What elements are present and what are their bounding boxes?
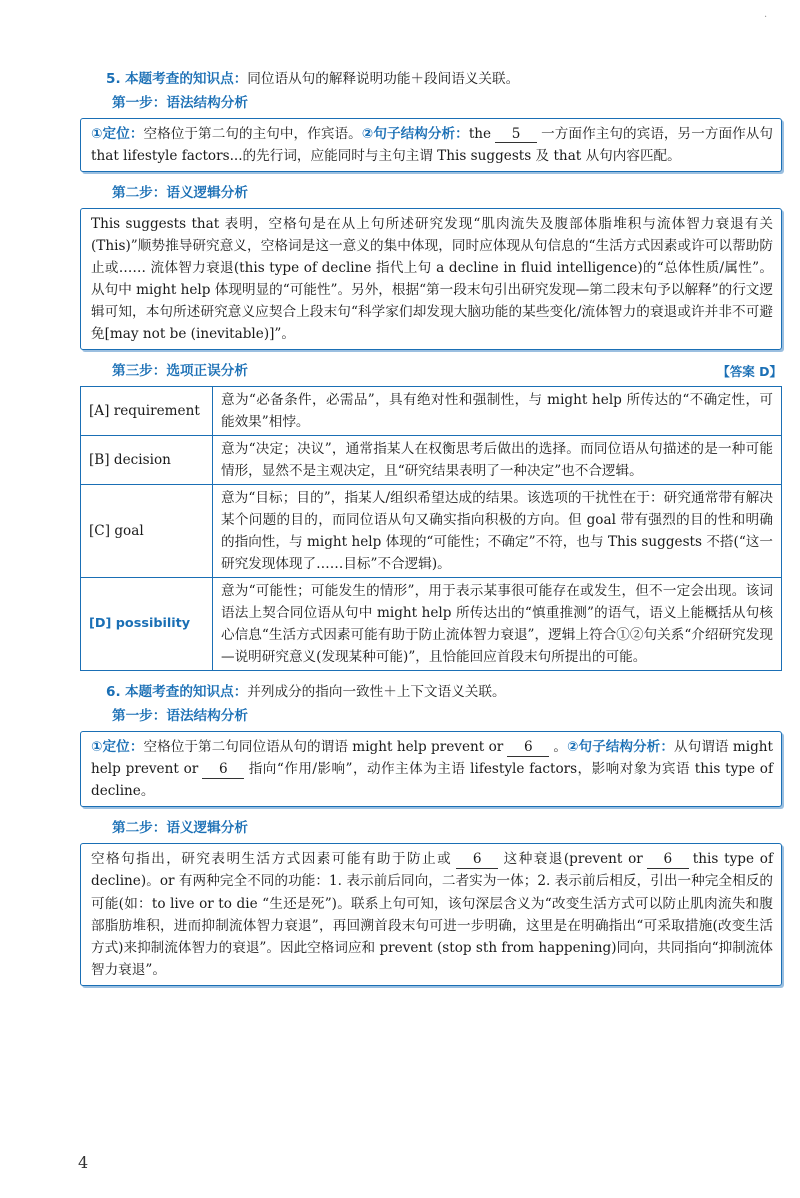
option-d-label: [D] possibility xyxy=(81,578,213,671)
q6-structure-label: ②句子结构分析： xyxy=(566,739,674,756)
q6-structure-pre: 从句谓语 might help prevent or xyxy=(91,739,774,778)
option-a-text: 意为“必备条件，必需品”，具有绝对性和强制性，与 might help 所传达的“不确定性，可能效果”相悖。 xyxy=(213,387,782,436)
option-row-a xyxy=(81,387,782,436)
q6-step2-text-3: this type of decline)。or 有两种完全不同的功能：1. 表示前后同向，二者实为一体；2. 表示前后相反，引出一种完全相反的可能(如：to live or to die “生还是死”)。联系上句可知，该句深层含义为“改变生活方式可以防止肌肉流失和腹部脂肪堆积，进而抑制流体智力衰退”，再回溯首段末句可进一步明确，这里是在明确指出“可采取措施(改变生活方式)来抑制流体智力的衰退”。因此空格词应和 prevent (stop sth from happening)同向，共同指向“抑制流体智力衰退”。 xyxy=(91,851,773,978)
q5-step2-title: 第二步：语义逻辑分析 xyxy=(112,185,248,202)
q6-blank-1: 6 xyxy=(507,739,549,756)
q5-locate-label: ①定位： xyxy=(91,126,144,143)
option-a-label: [A] requirement xyxy=(81,387,213,436)
q6-step2-text-1: 空格句指出，研究表明生活方式因素可能有助于防止或 xyxy=(91,851,453,868)
q5-step1-box xyxy=(80,118,782,172)
q5-structure-pre: the xyxy=(468,126,492,143)
q6-step2-box xyxy=(80,843,782,985)
q6-number: 6. xyxy=(106,684,121,701)
option-row-c xyxy=(81,485,782,578)
q5-number: 5. xyxy=(106,71,121,87)
page-number: 4 xyxy=(78,1153,89,1172)
q5-kp-text: 同位语从句的解释说明功能＋段间语义关联。 xyxy=(247,71,520,87)
q6-kp-label: 本题考查的知识点： xyxy=(124,684,248,701)
corner-mark: · xyxy=(764,12,768,23)
q5-answer-badge: 【答案 D】 xyxy=(717,363,782,379)
q5-heading xyxy=(106,68,782,90)
option-d-text: 意为“可能性；可能发生的情形”，用于表示某事很可能存在或发生，但不一定会出现。该词语法上契合同位语从句中 might help 所传达出的“慎重推测”的语气，语义上能概括从句核心信息“生活方式因素可能有助于防止流体智力衰退”，逻辑上符合①②句关系“介绍研究发现—说明研究意义(发现某种可能)”，且恰能回应首段末句所提出的可能。 xyxy=(213,578,782,671)
q6-locate-label: ①定位： xyxy=(91,739,144,756)
q5-locate-text: 空格位于第二句的主句中，作宾语。 xyxy=(143,126,362,143)
q5-step2-box xyxy=(80,208,782,350)
page-content xyxy=(80,68,782,996)
option-c-label: [C] goal xyxy=(81,485,213,578)
q5-structure-label: ②句子结构分析： xyxy=(361,126,469,143)
q6-step2-title: 第二步：语义逻辑分析 xyxy=(112,820,248,837)
q5-options-table xyxy=(80,386,782,671)
q6-heading xyxy=(106,681,782,703)
q5-structure-post: 一方面作主句的宾语，另一方面作从句 that lifestyle factors...的先行词，应能同时与主句主谓 This suggests 及 that 从句内容匹配。 xyxy=(91,126,774,165)
q5-step2-text: This suggests that 表明，空格句是在从上句所述研究发现“肌肉流失及腹部体脂堆积与流体智力衰退有关(This)”顺势推导研究意义，空格词是这一意义的集中体现，同时应体现从句信息的“生活方式因素或许可以帮助防止或…… 流体智力衰退(this type of decline 指代上句 a decline in fluid intelligence)的“总体性质/属性”。从句中 might help 体现明显的“可能性”。另外，根据“第一段末句引出研究发现—第二段末句予以解释”的行文逻辑可知，本句所述研究意义应契合上段末句“科学家们却发现大脑功能的某些变化/流体智力的衰退或许并非不可避免[may not be (inevitable)]”。 xyxy=(91,216,773,343)
option-row-b xyxy=(81,436,782,485)
option-row-d xyxy=(81,578,782,671)
option-c-text: 意为“目标；目的”，指某人/组织希望达成的结果。该选项的干扰性在于：研究通常带有解决某个问题的目的，而同位语从句又确实指向积极的方向。但 goal 带有强烈的目的性和明确的指向性，与 might help 体现的“可能性；不确定”不符，也与 This suggests 不搭(“这一研究发现体现了……目标”不合逻辑)。 xyxy=(213,485,782,578)
q5-step1-title: 第一步：语法结构分析 xyxy=(112,95,248,112)
q6-kp-text: 并列成分的指向一致性＋上下文语义关联。 xyxy=(247,684,506,701)
q5-kp-label: 本题考查的知识点： xyxy=(124,71,248,87)
q6-step2-blank-1: 6 xyxy=(456,851,498,868)
q6-step1-box xyxy=(80,731,782,807)
q6-step1-title: 第一步：语法结构分析 xyxy=(112,708,248,725)
q6-step2-blank-2: 6 xyxy=(647,851,689,868)
q5-step3-header xyxy=(80,360,782,382)
option-b-label: [B] decision xyxy=(81,436,213,485)
q6-locate-pre: 空格位于第二句同位语从句的谓语 might help prevent or xyxy=(143,739,504,756)
q5-step3-title: 第三步：选项正误分析 xyxy=(112,363,248,380)
q6-locate-post: 。 xyxy=(553,739,567,756)
q6-blank-2: 6 xyxy=(202,761,244,778)
q5-blank: 5 xyxy=(495,126,537,143)
q6-structure-post: 指向“作用/影响”，动作主体为主语 lifestyle factors，影响对象为宾语 this type of decline。 xyxy=(91,761,773,800)
q6-step2-text-2: 这种衰退(prevent or xyxy=(502,851,643,868)
option-b-text: 意为“决定；决议”，通常指某人在权衡思考后做出的选择。而同位语从句描述的是一种可能情形，显然不是主观决定，且“研究结果表明了一种决定”也不合逻辑。 xyxy=(213,436,782,485)
